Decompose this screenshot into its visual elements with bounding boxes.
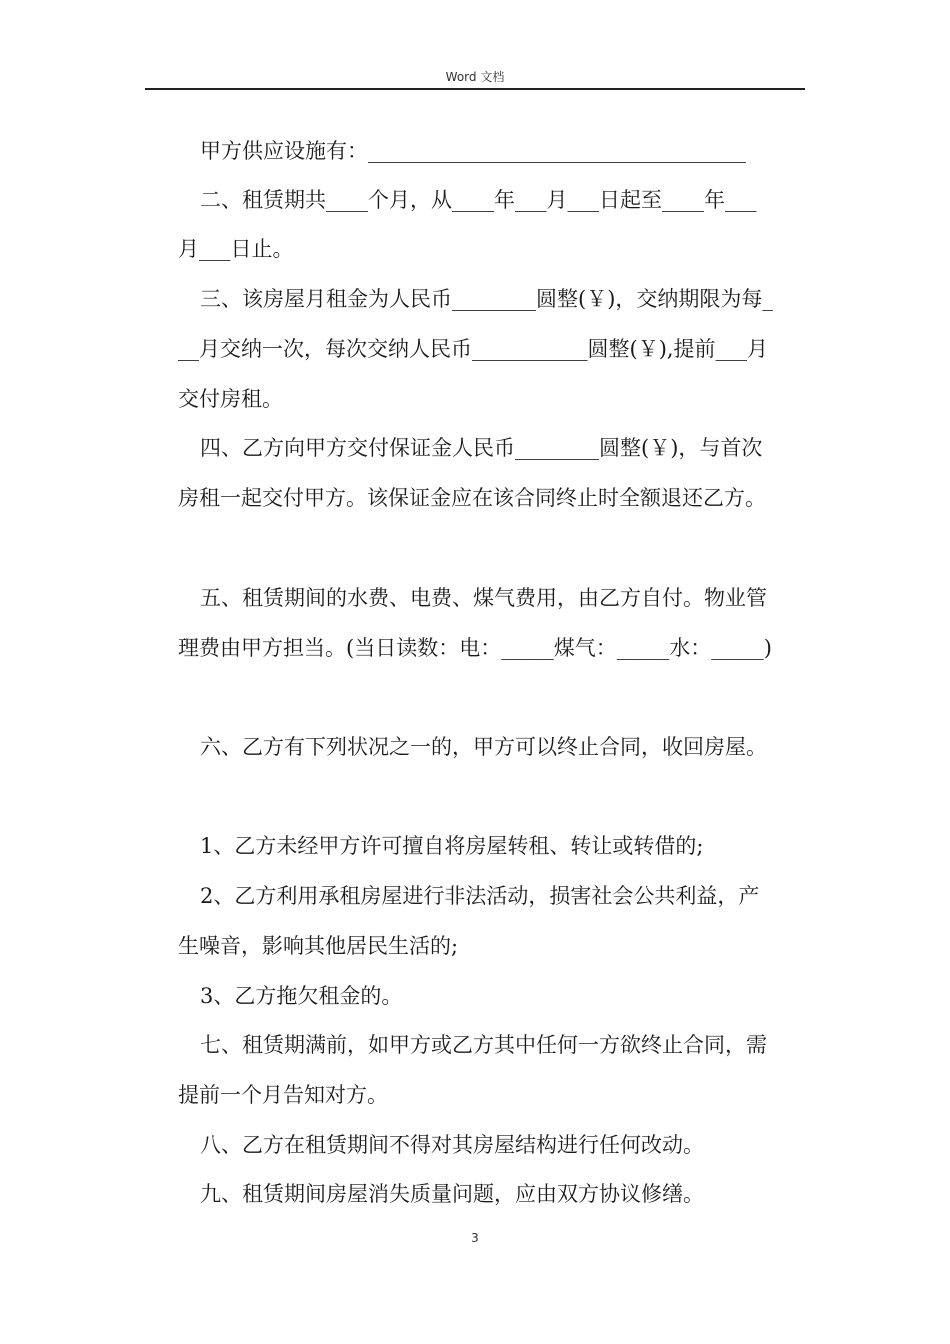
list-item: 1、乙方未经甲方许可擅自将房屋转租、转让或转借的; <box>200 834 704 858</box>
list-item: 2、乙方利用承租房屋进行非法活动，损害社会公共利益，产 <box>200 884 760 908</box>
body-line: 五、租赁期间的水费、电费、煤气费用，由乙方自付。物业管 <box>200 586 767 610</box>
page-header <box>145 66 805 90</box>
body-line: 交付房租。 <box>178 387 283 411</box>
body-line: __月交纳一次，每次交纳人民币___________圆整(￥),提前___月 <box>178 337 769 361</box>
body-line: 四、乙方向甲方交付保证金人民币________圆整(￥)，与首次 <box>200 436 763 460</box>
list-item: 3、乙方拖欠租金的。 <box>200 984 403 1008</box>
body-line: 理费由甲方担当。(当日读数：电：_____煤气：_____水：_____) <box>178 636 772 660</box>
body-line: 七、租赁期满前，如甲方或乙方其中任何一方欲终止合同，需 <box>200 1033 767 1057</box>
body-line: 二、租赁期共____个月，从____年___月___日起至____年___ <box>200 188 757 212</box>
body-line: 提前一个月告知对方。 <box>178 1083 388 1107</box>
body-line: 月___日止。 <box>178 237 294 261</box>
body-line: 八、乙方在租赁期间不得对其房屋结构进行任何改动。 <box>200 1133 704 1157</box>
body-line: 九、租赁期间房屋消失质量问题，应由双方协议修缮。 <box>200 1182 704 1206</box>
body-line: 房租一起交付甲方。该保证金应在该合同终止时全额退还乙方。 <box>178 486 766 510</box>
header-title: Word 文档 <box>445 70 505 84</box>
body-line: 六、乙方有下列状况之一的，甲方可以终止合同，收回房屋。 <box>200 735 767 759</box>
page-number: 3 <box>471 1231 479 1245</box>
body-line: 甲方供应设施有：____________________________________ <box>200 139 746 163</box>
list-item: 生噪音，影响其他居民生活的; <box>178 934 459 958</box>
body-line: 三、该房屋月租金为人民币________圆整(￥)，交纳期限为每_ <box>200 287 773 311</box>
